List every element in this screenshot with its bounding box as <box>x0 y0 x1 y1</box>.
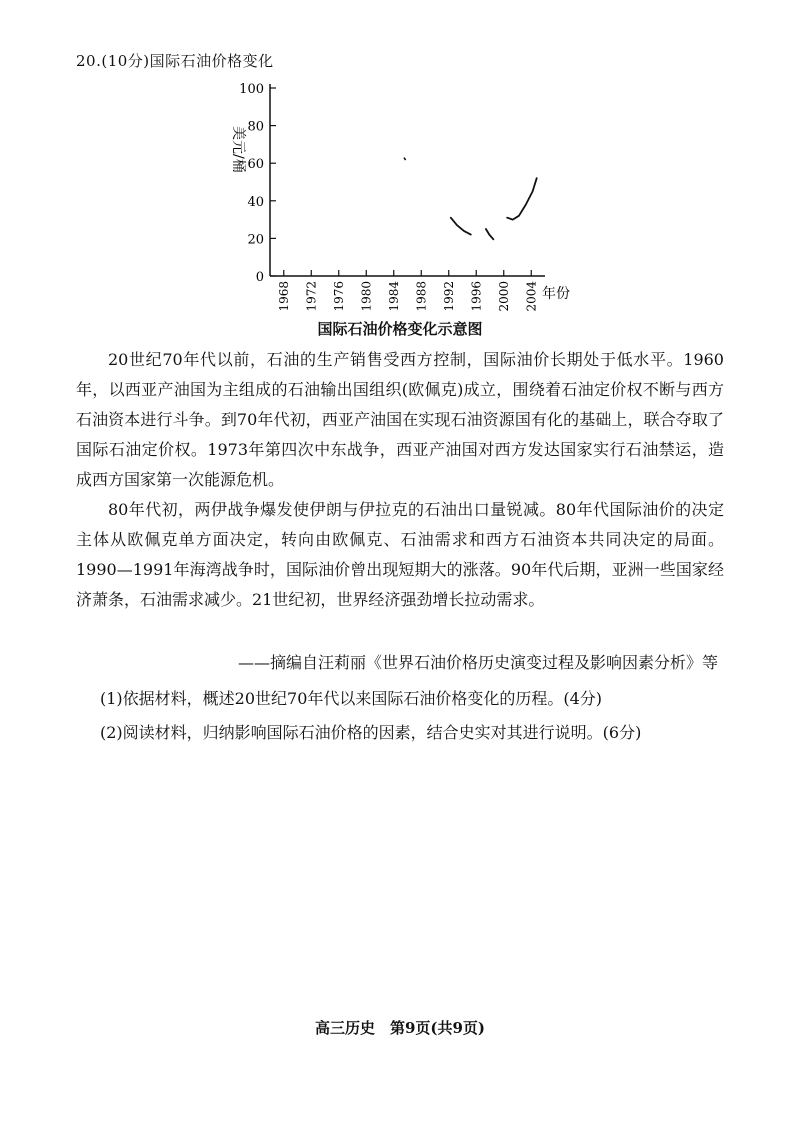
oil-price-chart <box>220 78 600 318</box>
series-segment <box>404 158 406 161</box>
y-tick-label: 20 <box>247 232 264 248</box>
y-tick-label: 80 <box>247 119 264 135</box>
x-tick-label: 1992 <box>441 281 456 312</box>
sub-question-1: (1)依据材料，概述20世纪70年代以来国际石油价格变化的历程。(4分) <box>100 689 603 708</box>
chart-caption: 国际石油价格变化示意图 <box>317 320 483 338</box>
series-segment <box>486 229 494 239</box>
sub-question-2: (2)阅读材料，归纳影响国际石油价格的因素，结合史实对其进行说明。(6分) <box>100 723 642 742</box>
x-tick-label: 1984 <box>386 281 401 312</box>
series-segment <box>507 178 537 219</box>
y-tick-label: 0 <box>255 270 264 285</box>
x-tick-label: 2004 <box>524 281 539 312</box>
material-paragraph-1: 20世纪70年代以前，石油的生产销售受西方控制，国际油价长期处于低水平。1960年，以西亚产油国为主组成的石油输出国组织(欧佩克)成立，围绕着石油定价权不断与西方石油资本进行斗争。到70年代初，西亚产油国在实现石油资源国有化的基础上，联合夺取了国际石油定价权。1973年第四次中东战争，西亚产油国对西方发达国家实行石油禁运，造成西方国家第一次能源危机。 <box>76 350 724 489</box>
y-tick-label: 40 <box>247 194 264 210</box>
x-axis-label: 年份 <box>542 286 570 302</box>
x-tick-label: 1976 <box>331 281 346 312</box>
page-footer: 高三历史 第9页(共9页) <box>314 1019 486 1037</box>
y-axis-label: 美元/桶 <box>230 126 246 173</box>
material-paragraph-2: 80年代初，两伊战争爆发使伊朗与伊拉克的石油出口量锐减。80年代国际油价的决定主体从欧佩克单方面决定，转向由欧佩克、石油需求和西方石油资本共同决定的局面。1990—1991年海湾战争时，国际油价曾出现短期大的涨落。90年代后期，亚洲一些国家经济萧条，石油需求减少。21世纪初，世界经济强劲增长拉动需求。 <box>76 500 724 609</box>
material-source: ——摘编自汪莉丽《世界石油价格历史演变过程及影响因素分析》等 <box>237 653 718 672</box>
x-tick-label: 1996 <box>469 281 484 312</box>
chart-axes <box>270 84 545 276</box>
y-tick-label: 60 <box>247 157 264 173</box>
x-tick-label: 1980 <box>359 281 374 312</box>
series-segment <box>451 218 471 235</box>
x-tick-label: 2000 <box>496 281 511 312</box>
question-title: 20.(10分)国际石油价格变化 <box>76 52 274 70</box>
y-tick-label: 100 <box>239 82 264 97</box>
series-lines <box>404 158 537 240</box>
x-tick-label: 1968 <box>276 281 291 312</box>
x-tick-label: 1972 <box>304 281 319 312</box>
material-text <box>76 345 724 615</box>
x-tick-label: 1988 <box>414 281 429 312</box>
